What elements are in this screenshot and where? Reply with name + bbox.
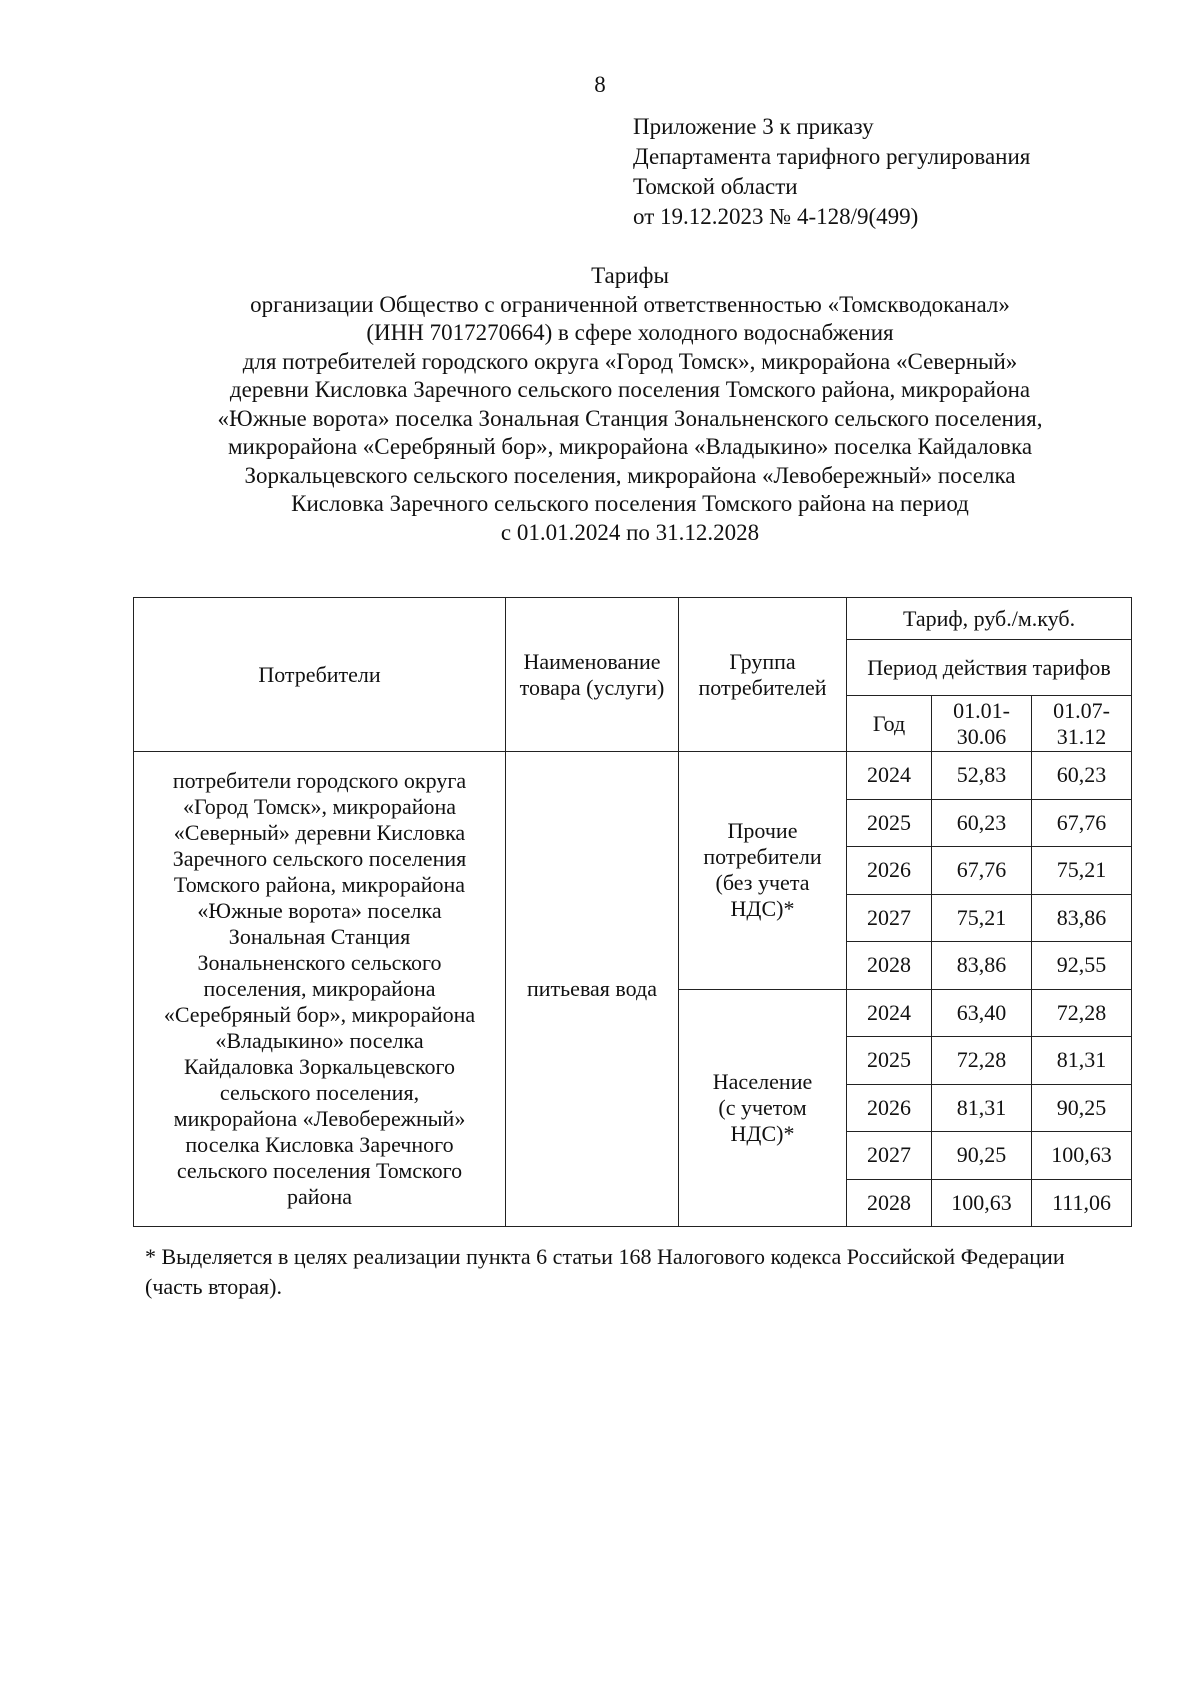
year-cell: 2026 [847, 1084, 932, 1132]
group-line: (без учета [715, 870, 810, 896]
consumers-line: Кайдаловка Зоркальцевского [183, 1054, 455, 1079]
header-second-half: 01.07-31.12 [1032, 696, 1132, 752]
consumers-line: «Северный» деревни Кисловка [173, 820, 466, 845]
tariff-value-cell: 63,40 [932, 989, 1032, 1037]
tariff-value-cell: 60,23 [1032, 752, 1132, 800]
appendix-line: Томской области [633, 174, 798, 199]
tariff-value-cell: 75,21 [932, 894, 1032, 942]
header-first-half: 01.01-30.06 [932, 696, 1032, 752]
tariff-value-cell: 72,28 [1032, 989, 1132, 1037]
consumers-line: сельского поселения, [219, 1080, 420, 1105]
appendix-line: Департамента тарифного регулирования [633, 144, 1031, 169]
document-title [130, 262, 1130, 547]
consumers-line: района [286, 1184, 353, 1209]
tariff-value-cell: 90,25 [932, 1132, 1032, 1180]
consumers-cell [134, 752, 506, 1227]
tariff-value-cell: 72,28 [932, 1037, 1032, 1085]
group-line: Население [712, 1068, 813, 1094]
year-cell: 2024 [847, 989, 932, 1037]
tariff-value-cell: 90,25 [1032, 1084, 1132, 1132]
header-consumers: Потребители [134, 598, 506, 752]
title-line: Зоркальцевского сельского поселения, микрорайона «Левобережный» поселка [244, 462, 1016, 488]
year-cell: 2024 [847, 752, 932, 800]
consumers-line: Зональная Станция [228, 924, 411, 949]
group-cell [679, 989, 847, 1227]
consumers-line: поселения, микрорайона [203, 976, 436, 1001]
title-line: для потребителей городского округа «Город Томск», микрорайона «Северный» [242, 348, 1018, 374]
title-line: Тарифы [591, 263, 669, 288]
title-line: микрорайона «Серебряный бор», микрорайона «Владыкино» поселка Кайдаловка [227, 434, 1033, 459]
appendix-reference [633, 112, 1030, 232]
appendix-line: от 19.12.2023 № 4-128/9(499) [633, 204, 919, 229]
year-cell: 2027 [847, 1132, 932, 1180]
consumers-line: поселка Кисловка Заречного [185, 1132, 454, 1157]
consumers-line: Зональненского сельского [197, 950, 442, 975]
table-row [134, 752, 1132, 800]
year-cell: 2025 [847, 1037, 932, 1085]
year-cell: 2027 [847, 894, 932, 942]
header-product: Наименование товара (услуги) [506, 598, 679, 752]
group-line: потребители [703, 844, 822, 870]
title-line: с 01.01.2024 по 31.12.2028 [500, 519, 760, 545]
header-tariff: Тариф, руб./м.куб. [847, 598, 1132, 640]
header-period: Период действия тарифов [847, 640, 1132, 696]
tariff-value-cell: 52,83 [932, 752, 1032, 800]
title-line: «Южные ворота» поселка Зональная Станция Зональненского сельского поселения, [217, 405, 1043, 431]
consumers-line: Томского района, микрорайона [173, 872, 466, 897]
tariff-value-cell: 81,31 [932, 1084, 1032, 1132]
consumers-line: «Южные ворота» поселка [197, 898, 442, 923]
tariff-value-cell: 75,21 [1032, 847, 1132, 895]
title-line: деревни Кисловка Заречного сельского поселения Томского района, микрорайона [229, 377, 1031, 402]
year-cell: 2028 [847, 942, 932, 990]
product-cell: питьевая вода [506, 752, 679, 1227]
tariff-value-cell: 100,63 [932, 1179, 1032, 1227]
header-group: Группа потребителей [679, 598, 847, 752]
consumers-line: потребители городского округа [172, 768, 467, 793]
tariff-value-cell: 92,55 [1032, 942, 1132, 990]
group-line: НДС)* [730, 896, 795, 922]
consumers-line: «Владыкино» поселка [215, 1028, 424, 1053]
tariff-value-cell: 67,76 [932, 847, 1032, 895]
tariff-value-cell: 83,86 [932, 942, 1032, 990]
consumers-line: «Серебряный бор», микрорайона [163, 1002, 476, 1027]
tariff-value-cell: 83,86 [1032, 894, 1132, 942]
group-line: НДС)* [730, 1120, 795, 1146]
consumers-line: «Город Томск», микрорайона [182, 794, 457, 819]
group-line: (с учетом [718, 1094, 807, 1120]
group-line: Прочие [727, 818, 798, 844]
title-line: (ИНН 7017270664) в сфере холодного водоснабжения [366, 320, 894, 345]
tariff-value-cell: 81,31 [1032, 1037, 1132, 1085]
group-cell [679, 752, 847, 990]
tariff-value-cell: 60,23 [932, 799, 1032, 847]
tariff-value-cell: 111,06 [1032, 1179, 1132, 1227]
year-cell: 2028 [847, 1179, 932, 1227]
tariff-table [133, 597, 1132, 1227]
page-number: 8 [594, 72, 606, 97]
tariff-value-cell: 100,63 [1032, 1132, 1132, 1180]
appendix-line: Приложение 3 к приказу [633, 114, 874, 139]
consumers-line: Заречного сельского поселения [172, 846, 467, 871]
title-line: организации Общество с ограниченной ответственностью «Томскводоканал» [250, 291, 1010, 317]
footnote: * Выделяется в целях реализации пункта 6 статьи 168 Налогового кодекса Российской Федерации (часть вторая). [145, 1244, 1065, 1299]
title-line: Кисловка Заречного сельского поселения Томского района на период [291, 491, 969, 516]
consumers-line: сельского поселения Томского [176, 1158, 463, 1183]
header-year: Год [847, 696, 932, 752]
year-cell: 2026 [847, 847, 932, 895]
year-cell: 2025 [847, 799, 932, 847]
consumers-line: микрорайона «Левобережный» [173, 1106, 466, 1131]
tariff-value-cell: 67,76 [1032, 799, 1132, 847]
